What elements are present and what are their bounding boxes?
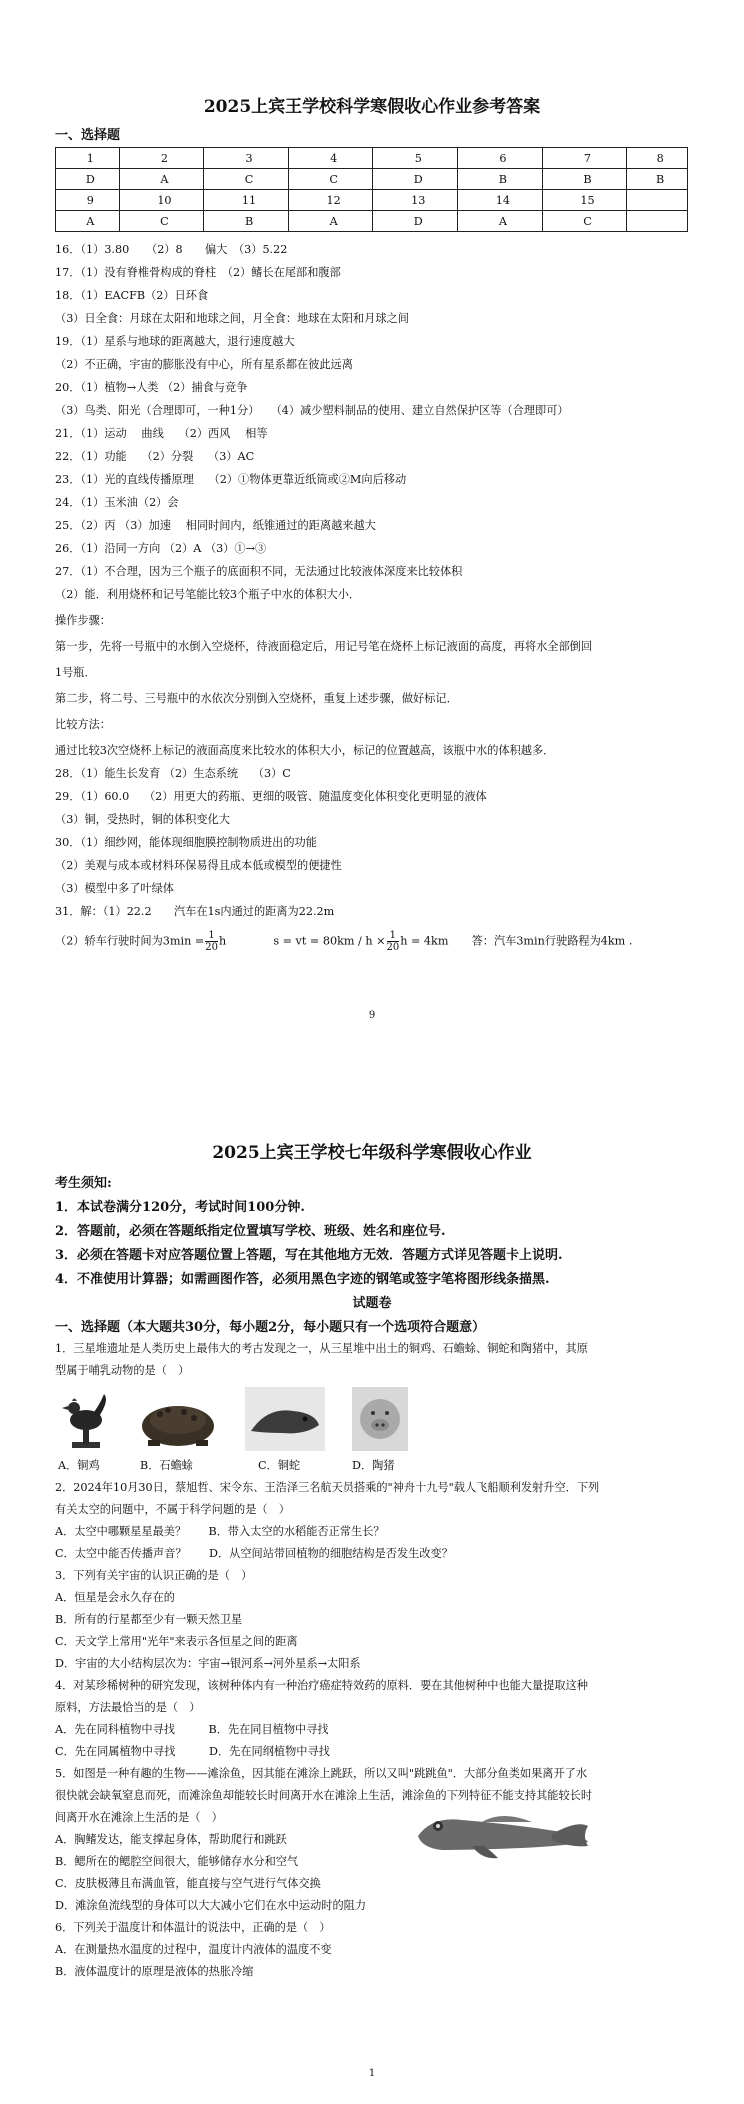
question-line: 3．下列有关宇宙的认识正确的是（ ） [55,1569,253,1582]
question-line: 2．2024年10月30日，蔡旭哲、宋令东、王浩泽三名航天员搭乘的"神舟十九号"载人飞船顺利发射升空．下列 [55,1481,600,1494]
table-cell: B [627,169,688,190]
option-label: C．铜蛇 [258,1459,301,1472]
table-cell: 11 [204,190,289,211]
answer-line: 21．（1）运动 曲线 （2）西风 相等 [55,427,268,440]
question-line: 4．对某珍稀树种的研究发现，该树种体内有一种治疗癌症特效药的原料．要在其他树种中也能大量提取这种 [55,1679,588,1692]
notice-item: 1．本试卷满分120分，考试时间100分钟. [55,1200,305,1215]
table-cell: C [119,211,204,232]
answer-line: 16．（1）3.80 （2）8 偏大 （3）5.22 [55,243,288,256]
option-label: B．石蟾蜍 [140,1459,193,1472]
question-line: C．天文学上常用"光年"来表示各恒星之间的距离 [55,1635,298,1648]
table-cell [627,211,688,232]
table-cell: 4 [288,148,373,169]
answer-line: 19．（1）星系与地球的距离越大，退行速度越大 [55,335,295,348]
table-cell [627,190,688,211]
table-cell: C [288,169,373,190]
table-cell: 7 [542,148,627,169]
answer-line: （2）不正确，宇宙的膨胀没有中心，所有星系都在彼此远离 [55,358,353,371]
page-number: 1 [368,2068,376,2079]
option-label: D．陶猪 [352,1459,395,1472]
answer-line: 1号瓶． [55,666,96,679]
table-cell: 12 [288,190,373,211]
table-cell: 6 [458,148,543,169]
question-line: 有关太空的问题中，不属于科学问题的是（ ） [55,1503,290,1516]
answer-line: 26．（1）沿同一方向 （2）A （3）①→③ [55,542,267,555]
page-title: 2025上宾王学校七年级科学寒假收心作业 [212,1143,532,1163]
table-cell: C [204,169,289,190]
question-line: 间离开水在滩涂上生活的是（ ） [55,1811,223,1824]
table-cell: B [204,211,289,232]
table-cell: D [373,169,458,190]
question-line: 6．下列关于温度计和体温计的说法中，正确的是（ ） [55,1921,331,1934]
exam-page [0,1100,744,2104]
question-line: B．所有的行星都至少有一颗天然卫星 [55,1613,243,1626]
notice-item: 4．不准使用计算器；如需画图作答，必须用黑色字迹的钢笔或签字笔将图形线条描黑. [55,1272,550,1287]
answer-line: 22．（1）功能 （2）分裂 （3）AC [55,450,255,463]
answer-line: 28．（1）能生长发育 （2）生态系统 （3）C [55,767,291,780]
answer-line: 操作步骤： [55,614,111,627]
answer-line: 第二步，将二号、三号瓶中的水依次分别倒入空烧杯，重复上述步骤，做好标记． [55,692,458,705]
question-line: B．液体温度计的原理是液体的热胀冷缩 [55,1965,254,1978]
calc-answer: 答：汽车3min行驶路程为4km . [471,934,633,948]
calc-part: （2）轿车行驶时间为3min = [55,934,205,948]
question-line: 原料，方法最恰当的是（ ） [55,1701,201,1714]
calc-part: h = 4km [400,934,449,948]
table-cell: 13 [373,190,458,211]
option-label: A．铜鸡 [58,1459,100,1472]
table-cell: 14 [458,190,543,211]
table-cell: D [373,211,458,232]
answer-line: 通过比较3次空烧杯上标记的液面高度来比较水的体积大小，标记的位置越高，该瓶中水的体积越多． [55,744,555,757]
table-cell: 8 [627,148,688,169]
table-cell: A [458,211,543,232]
notice-item: 2．答题前，必须在答题纸指定位置填写学校、班级、姓名和座位号. [55,1224,446,1239]
table-cell: 3 [204,148,289,169]
table-cell: A [56,211,120,232]
question-line: C．皮肤极薄且布满血管，能直接与空气进行气体交换 [55,1877,321,1890]
answer-line: 18．（1）EACFB（2）日环食 [55,289,209,302]
answer-line: 20．（1）植物→人类 （2）捕食与竞争 [55,381,248,394]
bronze-snake-image [245,1387,325,1451]
pottery-pig-image [352,1387,408,1451]
answer-line: （3）日全食：月球在太阳和地球之间，月全食：地球在太阳和月球之间 [55,312,409,325]
paper-label: 试题卷 [352,1296,392,1311]
answer-line: 31．解：（1）22.2 汽车在1s内通过的距离为22.2m [55,905,335,918]
answer-page [0,0,744,1040]
table-row [56,211,688,232]
question-line: C．太空中能否传播声音？ D．从空间站带回植物的细胞结构是否发生改变？ [55,1547,453,1560]
question-line: A．太空中哪颗星星最美？ B．带入太空的水稻能否正常生长？ [55,1525,385,1538]
table-cell: 10 [119,190,204,211]
answer-line: （3）模型中多了叶绿体 [55,882,174,895]
answer-line: 25．（2）丙 （3）加速 相同时间内，纸锥通过的距离越来越大 [55,519,376,532]
answer-line: 29．（1）60.0 （2）用更大的药瓶、更细的吸管、随温度变化体积变化更明显的液体 [55,790,487,803]
calculation-line [55,930,695,953]
notice-item: 3．必须在答题卡对应答题位置上答题，写在其他地方无效．答题方式详见答题卡上说明. [55,1248,563,1263]
notice-heading: 考生须知: [55,1176,112,1191]
section-heading: 一、选择题 [55,128,121,143]
answer-line: 23．（1）光的直线传播原理 （2）①物体更靠近纸筒或②M向后移动 [55,473,407,486]
answer-line: （2）能．利用烧杯和记号笔能比较3个瓶子中水的体积大小． [55,588,361,601]
answer-line: 27．（1）不合理，因为三个瓶子的底面积不同，无法通过比较液体深度来比较体积 [55,565,463,578]
fraction: $\frac{1}{20}$ [386,930,400,953]
table-cell: B [458,169,543,190]
table-cell: C [542,211,627,232]
question-line: A．先在同科植物中寻找 B．先在同目植物中寻找 [55,1723,329,1736]
question-line: A．恒星是会永久存在的 [55,1591,175,1604]
table-cell: 1 [56,148,120,169]
page-title: 2025上宾王学校科学寒假收心作业参考答案 [203,97,541,117]
question-line: 很快就会缺氧窒息而死，而滩涂鱼却能较长时间离开水在滩涂上生活，滩涂鱼的下列特征不能支持其能较长时 [55,1789,593,1802]
table-cell: 5 [373,148,458,169]
answer-line: （2）美观与成本或材料环保易得且成本低或模型的便捷性 [55,859,342,872]
table-cell: 15 [542,190,627,211]
table-row [56,169,688,190]
question-line: A．胸鳍发达，能支撑起身体，帮助爬行和跳跃 [55,1833,287,1846]
question-line: 5．如图是一种有趣的生物——滩涂鱼，因其能在滩涂上跳跃，所以又叫"跳跳鱼"．大部分鱼类如果离开了水 [55,1767,588,1780]
section-heading: 一、选择题（本大题共30分，每小题2分，每小题只有一个选项符合题意） [55,1320,486,1335]
table-cell: A [119,169,204,190]
answer-line: 第一步，先将一号瓶中的水倒入空烧杯，待液面稳定后，用记号笔在烧杯上标记液面的高度，再将水全部倒回 [55,640,593,653]
answer-line: 17．（1）没有脊椎骨构成的脊柱 （2）鳍长在尾部和腹部 [55,266,341,279]
answer-line: 24．（1）玉米油（2）会 [55,496,179,509]
answer-line: 比较方法： [55,718,111,731]
question-line: B．鳃所在的鳃腔空间很大，能够储存水分和空气 [55,1855,299,1868]
mudskipper-image [412,1806,592,1866]
table-row [56,148,688,169]
question-line: D．滩涂鱼流线型的身体可以大大减小它们在水中运动时的阻力 [55,1899,367,1912]
question-line: 1．三星堆遗址是人类历史上最伟大的考古发现之一，从三星堆中出土的铜鸡、石蟾蜍、铜蛇和陶猪中，其原 [55,1342,588,1355]
answer-table [55,147,688,232]
table-row [56,190,688,211]
table-cell: A [288,211,373,232]
table-cell: 9 [56,190,120,211]
question-line: 型属于哺乳动物的是（ ） [55,1364,190,1377]
question-line: A．在测量热水温度的过程中，温度计内液体的温度不变 [55,1943,332,1956]
calc-part: h [218,934,227,948]
answer-line: （3）鸟类、阳光（合理即可，一种1分） （4）减少塑料制品的使用、建立自然保护区等（合理即可） [55,404,569,417]
answer-line: 30．（1）细纱网，能体现细胞膜控制物质进出的功能 [55,836,317,849]
calc-part: s = vt = 80km / h × [273,934,386,948]
bronze-rooster-image [60,1390,112,1452]
question-line: D．宇宙的大小结构层次为：宇宙→银河系→河外星系→太阳系 [55,1657,361,1670]
answer-line: （3）铜，受热时，铜的体积变化大 [55,813,230,826]
page-number: 9 [368,1010,376,1021]
stone-toad-image [138,1390,218,1452]
table-cell: 2 [119,148,204,169]
table-cell: D [56,169,120,190]
fraction: $\frac{1}{20}$ [205,930,218,953]
question-line: C．先在同属植物中寻找 D．先在同纲植物中寻找 [55,1745,330,1758]
table-cell: B [542,169,627,190]
